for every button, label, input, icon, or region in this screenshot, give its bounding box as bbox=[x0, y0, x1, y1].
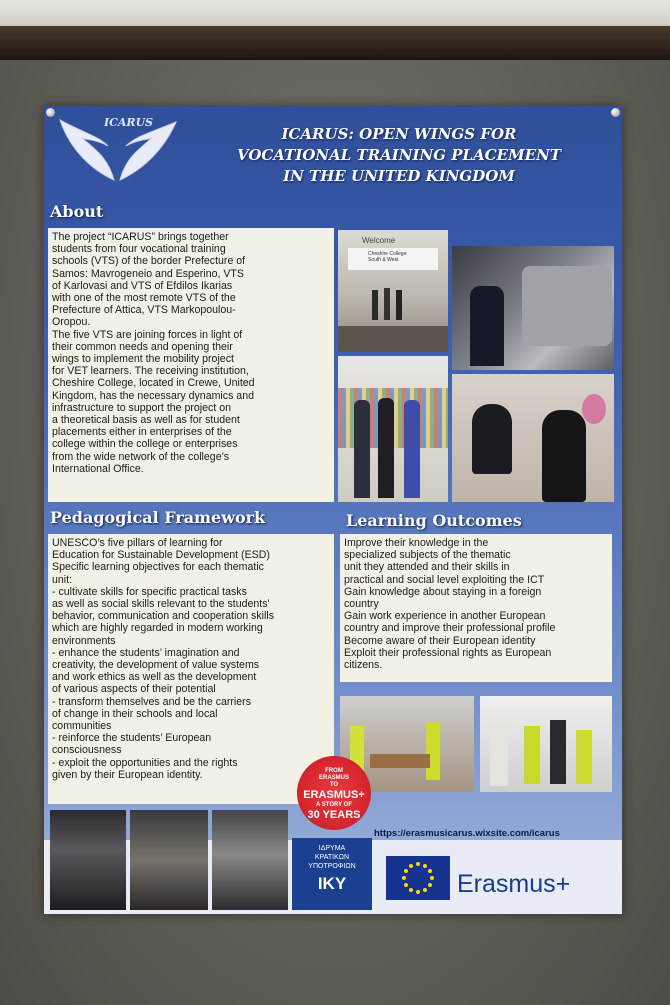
title-line: ICARUS: OPEN WINGS FOR bbox=[281, 125, 517, 143]
title-line: VOCATIONAL TRAINING PLACEMENT bbox=[236, 146, 562, 164]
poster-title bbox=[184, 124, 614, 187]
icarus-logo bbox=[52, 110, 182, 198]
iky-text: IKY bbox=[317, 874, 347, 893]
college-sign bbox=[348, 248, 438, 270]
badge-text: ERASMUS bbox=[318, 775, 349, 781]
wall-top bbox=[0, 0, 670, 28]
pedagogical-text: UNESCO’s five pillars of learning for Education for Sustainable Development (ESD) Specific learning objectives for each thematic unit: - cultivate skills for specific practical tasks as well as social skills relevant to the students' behavior, communication and cooperation skills which are highly regarded in modern working environments - enhance the students’ imagination and creativity, the development of value systems and work ethics as well as the development of various aspects of their potential - transform themselves and be the carriers of change in their schools and local communities - reinforce the students’ European consciousness - exploit the opportunities and the rights given by their European identity. bbox=[48, 534, 334, 804]
pedagogical-heading: Pedagogical Framework bbox=[50, 508, 266, 527]
eu-stars-icon bbox=[386, 856, 450, 900]
photo-workshop-car bbox=[452, 246, 614, 370]
photo-group-vests bbox=[480, 696, 612, 792]
welcome-sign: Welcome bbox=[362, 236, 396, 245]
photo-workshop-tools bbox=[212, 810, 288, 910]
iky-text: ΚΡΑΤΙΚΩΝ bbox=[314, 854, 350, 861]
badge-text: ERASMUS+ bbox=[303, 789, 365, 801]
about-heading: About bbox=[50, 202, 104, 221]
logo-text: ICARUS bbox=[104, 116, 154, 129]
photo-reception bbox=[338, 230, 448, 352]
badge-text: FROM bbox=[325, 768, 343, 774]
pin bbox=[611, 108, 620, 117]
poster bbox=[44, 106, 622, 914]
board-frame bbox=[0, 26, 670, 60]
iky-text: ΥΠΟΤΡΟΦΙΩΝ bbox=[308, 863, 356, 870]
outcomes-text: Improve their knowledge in the specialized subjects of the thematic unit they attended and their skills in practical and social level exploiting the ICT Gain knowledge about staying in a foreign country Gain work experience in another European country and improve their professional profile Become aware of their European identity Exploit their professional rights as European citizens. bbox=[340, 534, 612, 682]
photo-classroom-2 bbox=[130, 810, 208, 910]
photo-classroom-1 bbox=[50, 810, 126, 910]
photo-office bbox=[452, 374, 614, 502]
iky-logo bbox=[292, 838, 372, 910]
about-text: The project “ICARUS” brings together students from four vocational training schools (VTS) of the border Prefecture of Samos: Mavrogeneio and Esperino, VTS of Karlovasi and VTS of Efdilos Ikarias with one of the most remote VTS of the Prefecture of Attica, VTS Markopoulou- Oropou. The five VTS are joining forces in light of their common needs and opening their wings to implement the mobility project for VET learners. The receiving institution, Cheshire College, located in Crewe, United Kingdom, has the necessary dynamics and infrastructure to support the project on a theoretical basis as well as for student placements either in enterprises of the college within the college or enterprises from the wide network of the college’s International Office. bbox=[48, 228, 334, 502]
college-sign-name: Cheshire College bbox=[368, 251, 407, 257]
college-sign-sub: South & West bbox=[368, 257, 399, 263]
eu-flag-icon bbox=[386, 856, 450, 900]
badge-text: A STORY OF bbox=[315, 802, 352, 808]
website-url[interactable]: https://erasmusicarus.wixsite.com/icarus bbox=[374, 828, 560, 839]
erasmus-30-years-badge bbox=[297, 756, 371, 830]
badge-text: 30 YEARS bbox=[307, 809, 361, 821]
title-line: IN THE UNITED KINGDOM bbox=[283, 167, 515, 185]
outcomes-heading: Learning Outcomes bbox=[346, 511, 522, 530]
badge-text: TO bbox=[329, 782, 339, 788]
iky-text: ΙΔΡΥΜΑ bbox=[318, 845, 346, 852]
erasmus-plus-logo: Erasmus+ bbox=[457, 870, 571, 898]
photo-library bbox=[338, 356, 448, 502]
